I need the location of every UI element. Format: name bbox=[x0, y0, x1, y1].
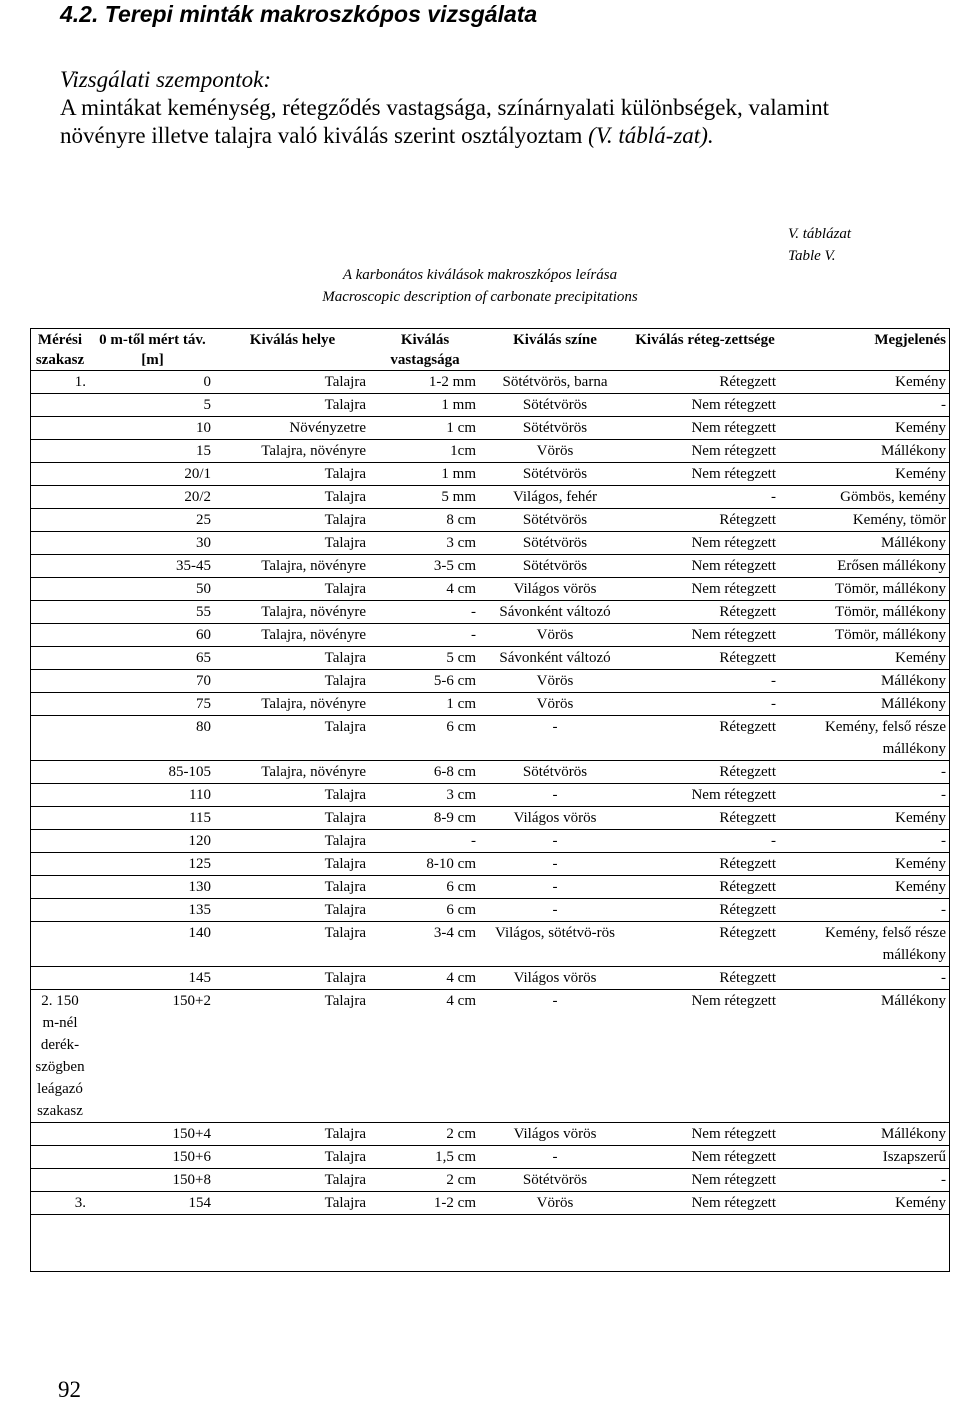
table-cell: 150+8 bbox=[172, 1172, 211, 1188]
table-cell: 30 bbox=[196, 535, 211, 551]
table-ref bbox=[788, 223, 851, 267]
table-cell: 3-4 cm bbox=[433, 925, 476, 941]
table-cell: Nem rétegzett bbox=[691, 1149, 776, 1165]
table-cell: 150+4 bbox=[172, 1126, 211, 1142]
table-cell: Talajra bbox=[324, 833, 366, 849]
table-cell: 1 mm bbox=[441, 397, 476, 413]
table-cell: - bbox=[941, 833, 946, 849]
table-cell: - bbox=[771, 489, 776, 505]
table-row bbox=[30, 716, 950, 761]
table-cell: 70 bbox=[196, 673, 211, 689]
table-cell: 1,5 cm bbox=[435, 1149, 476, 1165]
table-cell: Mállékony bbox=[881, 993, 946, 1009]
table-cell bbox=[30, 578, 90, 601]
table-cell: - bbox=[552, 856, 558, 872]
table-cell: Kemény bbox=[895, 856, 946, 872]
table-row bbox=[30, 967, 950, 990]
table-row bbox=[30, 876, 950, 899]
table-cell bbox=[30, 670, 90, 693]
table-header-row bbox=[30, 328, 950, 371]
table-cell: 2 cm bbox=[446, 1126, 476, 1142]
table-cell: 4 cm bbox=[446, 993, 476, 1009]
table-row bbox=[30, 394, 950, 417]
table-cell: Talajra bbox=[324, 374, 366, 390]
table-cell: 1-2 cm bbox=[433, 1195, 476, 1211]
intro-body: A mintákat keménység, rétegződés vastagsága, színárnyalati különbségek, valamint növényre illetve talajra való kiválás szerint osztályoztam bbox=[60, 95, 829, 148]
table-cell bbox=[30, 922, 90, 967]
table-cell: - bbox=[552, 879, 558, 895]
table-row bbox=[30, 509, 950, 532]
table-cell: - bbox=[771, 673, 776, 689]
table-cell: Talajra bbox=[324, 902, 366, 918]
table-cell: Talajra bbox=[324, 650, 366, 666]
caption-en: Macroscopic description of carbonate precipitations bbox=[322, 289, 638, 305]
table-cell: Talajra bbox=[324, 489, 366, 505]
table-cell: - bbox=[471, 627, 476, 643]
table-cell: 8-10 cm bbox=[426, 856, 476, 872]
table-cell: Mállékony bbox=[881, 696, 946, 712]
table-cell: 15 bbox=[196, 443, 211, 459]
table-cell: Rétegzett bbox=[719, 810, 776, 826]
table-cell: Vörös bbox=[536, 696, 574, 712]
table-cell bbox=[30, 853, 90, 876]
table-cell: 50 bbox=[196, 581, 211, 597]
table-cell: - bbox=[552, 993, 558, 1009]
table-cell: Gömbös, kemény bbox=[840, 489, 946, 505]
table-cell: Kemény bbox=[895, 420, 946, 436]
table-cell: Rétegzett bbox=[719, 512, 776, 528]
table-cell bbox=[30, 899, 90, 922]
table-cell: Tömör, mállékony bbox=[834, 604, 946, 620]
table-cell: Mállékony bbox=[881, 673, 946, 689]
table-cell: - bbox=[771, 696, 776, 712]
table-cell: Talajra, növényre bbox=[261, 558, 366, 574]
table-cell bbox=[30, 601, 90, 624]
table-cell: 85-105 bbox=[168, 764, 211, 780]
table-cell: Kemény bbox=[895, 810, 946, 826]
table-cell: Vörös bbox=[536, 673, 574, 689]
table-cell: Nem rétegzett bbox=[691, 1195, 776, 1211]
table-body bbox=[30, 371, 950, 1215]
table-cell: - bbox=[552, 1149, 558, 1165]
table-cell: 3 cm bbox=[446, 535, 476, 551]
table-cell: Talajra bbox=[324, 856, 366, 872]
table-row bbox=[30, 463, 950, 486]
table-cell: Talajra bbox=[324, 397, 366, 413]
table-cell: Nem rétegzett bbox=[691, 420, 776, 436]
table-cell bbox=[30, 486, 90, 509]
table-row bbox=[30, 601, 950, 624]
table-row bbox=[30, 440, 950, 463]
table-cell: 6 cm bbox=[446, 719, 476, 735]
table-cell: 120 bbox=[188, 833, 211, 849]
table-cell: Kemény bbox=[895, 466, 946, 482]
table-cell: Nem rétegzett bbox=[691, 558, 776, 574]
table-cell: - bbox=[552, 787, 558, 803]
section-heading: 4.2. Terepi minták makroszkópos vizsgálata bbox=[60, 1, 538, 27]
table-cell: Talajra bbox=[324, 787, 366, 803]
table-cell bbox=[30, 807, 90, 830]
table-cell: Kemény bbox=[895, 1195, 946, 1211]
table-cell: Talajra, növényre bbox=[261, 604, 366, 620]
table-cell: 5 cm bbox=[446, 650, 476, 666]
table-cell: Rétegzett bbox=[719, 719, 776, 735]
table-cell: Rétegzett bbox=[719, 856, 776, 872]
header-cell: Kiválás helye bbox=[215, 328, 370, 371]
table-cell: Talajra bbox=[324, 993, 366, 1009]
table-row bbox=[30, 761, 950, 784]
table-row bbox=[30, 784, 950, 807]
table-row bbox=[30, 578, 950, 601]
table-row bbox=[30, 1146, 950, 1169]
table-ref-hu: V. táblázat bbox=[788, 226, 852, 242]
table-cell: - bbox=[771, 833, 776, 849]
table-row bbox=[30, 1192, 950, 1215]
table-row bbox=[30, 647, 950, 670]
table-cell: Mállékony bbox=[881, 443, 946, 459]
table-row bbox=[30, 670, 950, 693]
table-cell: 2. 150 m-nél derék-szögben leágazó szakasz bbox=[35, 993, 85, 1119]
table-cell: Talajra bbox=[324, 810, 366, 826]
table-cell: - bbox=[552, 833, 558, 849]
intro-text bbox=[60, 94, 910, 150]
table-cell: Nem rétegzett bbox=[691, 397, 776, 413]
table-row bbox=[30, 624, 950, 647]
table-cell bbox=[30, 967, 90, 990]
table-cell: 8-9 cm bbox=[433, 810, 476, 826]
intro-table-ref: (V. táblá-zat). bbox=[588, 123, 714, 148]
table-cell bbox=[30, 532, 90, 555]
table-cell: 5-6 cm bbox=[433, 673, 476, 689]
table-cell: Nem rétegzett bbox=[691, 1172, 776, 1188]
table-cell: Talajra, növényre bbox=[261, 764, 366, 780]
header-cell: Kiválás vastagsága bbox=[370, 328, 480, 371]
table-row bbox=[30, 1169, 950, 1192]
table-cell: Világos, sötétvö-rös bbox=[495, 925, 615, 941]
table-cell: Talajra bbox=[324, 535, 366, 551]
table-cell: Talajra bbox=[324, 719, 366, 735]
table-cell: Világos vörös bbox=[513, 970, 597, 986]
table-row bbox=[30, 371, 950, 394]
table-cell: Talajra bbox=[324, 581, 366, 597]
table-cell: - bbox=[941, 787, 946, 803]
table-cell: 5 mm bbox=[441, 489, 476, 505]
table-cell: Rétegzett bbox=[719, 650, 776, 666]
table-cell: Talajra bbox=[324, 1172, 366, 1188]
table-cell: Talajra bbox=[324, 673, 366, 689]
header-cell: Megjelenés bbox=[780, 328, 950, 371]
table-cell: Talajra bbox=[324, 512, 366, 528]
table-cell: 135 bbox=[188, 902, 211, 918]
table-cell: 115 bbox=[189, 810, 211, 826]
table-cell: 1 cm bbox=[446, 420, 476, 436]
table-cell: Talajra, növényre bbox=[261, 627, 366, 643]
table-cell: 65 bbox=[196, 650, 211, 666]
caption-hu: A karbonátos kiválások makroszkópos leírása bbox=[342, 267, 618, 283]
table-cell: 8 cm bbox=[446, 512, 476, 528]
header-cell: Kiválás réteg-zettsége bbox=[630, 328, 780, 371]
table-cell: Világos vörös bbox=[513, 581, 597, 597]
table-cell: 10 bbox=[196, 420, 211, 436]
table-cell: 4 cm bbox=[446, 970, 476, 986]
table-cell: 25 bbox=[196, 512, 211, 528]
table-cell: Mállékony bbox=[881, 535, 946, 551]
table-cell: Rétegzett bbox=[719, 764, 776, 780]
table-cell: 60 bbox=[196, 627, 211, 643]
table-cell: 5 bbox=[203, 397, 211, 413]
header-cell: Mérési szakasz bbox=[30, 328, 90, 371]
table-cell: Talajra bbox=[324, 1126, 366, 1142]
table-cell: Nem rétegzett bbox=[691, 535, 776, 551]
table-cell: Talajra bbox=[324, 925, 366, 941]
table-cell: 3 cm bbox=[446, 787, 476, 803]
table-row bbox=[30, 853, 950, 876]
table-cell: Növényzetre bbox=[289, 420, 366, 436]
table-cell: Vörös bbox=[536, 443, 574, 459]
table-cell bbox=[30, 830, 90, 853]
table-cell: Rétegzett bbox=[719, 879, 776, 895]
table-cell: Sötétvörös bbox=[522, 420, 588, 436]
table-row bbox=[30, 693, 950, 716]
table-cell: - bbox=[471, 833, 476, 849]
table-cell: Rétegzett bbox=[719, 925, 776, 941]
table-cell: Talajra bbox=[324, 970, 366, 986]
table-cell: Kemény, felső része mállékony bbox=[824, 719, 946, 757]
table-cell: - bbox=[941, 1172, 946, 1188]
table-row bbox=[30, 807, 950, 830]
table-cell: Talajra bbox=[324, 1195, 366, 1211]
table-cell: Sötétvörös bbox=[522, 512, 588, 528]
table-cell: 2 cm bbox=[446, 1172, 476, 1188]
table-cell: Nem rétegzett bbox=[691, 581, 776, 597]
data-table bbox=[30, 328, 950, 1215]
table-cell: - bbox=[941, 970, 946, 986]
table-row bbox=[30, 1123, 950, 1146]
table-cell: - bbox=[941, 764, 946, 780]
table-cell: Világos vörös bbox=[513, 810, 597, 826]
table-cell: Sötétvörös bbox=[522, 397, 588, 413]
table-cell: Rétegzett bbox=[719, 604, 776, 620]
table-cell: 1. bbox=[74, 374, 86, 390]
table-cell: 1cm bbox=[450, 443, 476, 459]
table-cell: Talajra bbox=[324, 466, 366, 482]
table-cell bbox=[30, 1146, 90, 1169]
table-cell bbox=[30, 693, 90, 716]
table-row bbox=[30, 899, 950, 922]
page-number: 92 bbox=[58, 1377, 81, 1402]
table-cell: Tömör, mállékony bbox=[834, 627, 946, 643]
table-cell: 20/1 bbox=[184, 466, 211, 482]
table-cell: - bbox=[941, 902, 946, 918]
table-cell: Rétegzett bbox=[719, 902, 776, 918]
table-cell: - bbox=[471, 604, 476, 620]
table-row bbox=[30, 555, 950, 578]
table-cell: Kemény, felső része mállékony bbox=[824, 925, 946, 963]
table-cell: Tömör, mállékony bbox=[834, 581, 946, 597]
table-cell: Nem rétegzett bbox=[691, 627, 776, 643]
table-cell: Sötétvörös bbox=[522, 764, 588, 780]
table-cell: Talajra bbox=[324, 1149, 366, 1165]
table-cell: - bbox=[941, 397, 946, 413]
table-cell: Rétegzett bbox=[719, 374, 776, 390]
table-cell: Sötétvörös bbox=[522, 1172, 588, 1188]
table-cell: 4 cm bbox=[446, 581, 476, 597]
table-cell: Sávonként változó bbox=[499, 650, 611, 666]
table-cell bbox=[30, 417, 90, 440]
table-cell: Talajra bbox=[324, 879, 366, 895]
table-cell: 3-5 cm bbox=[433, 558, 476, 574]
table-cell: 140 bbox=[188, 925, 211, 941]
table-cell: 6 cm bbox=[446, 879, 476, 895]
table-cell: 150+6 bbox=[172, 1149, 211, 1165]
table-cell bbox=[30, 555, 90, 578]
table-cell: Talajra, növényre bbox=[261, 696, 366, 712]
table-cell bbox=[30, 440, 90, 463]
table-cell: Vörös bbox=[536, 1195, 574, 1211]
table-cell: Talajra, növényre bbox=[261, 443, 366, 459]
table-cell bbox=[30, 784, 90, 807]
table-row bbox=[30, 532, 950, 555]
table-cell: 125 bbox=[188, 856, 211, 872]
table-cell: Nem rétegzett bbox=[691, 1126, 776, 1142]
table-cell: Kemény bbox=[895, 650, 946, 666]
table-cell: 20/2 bbox=[184, 489, 211, 505]
table-cell: Sötétvörös, barna bbox=[502, 374, 608, 390]
table-cell: 75 bbox=[196, 696, 211, 712]
table-cell: Kemény bbox=[895, 374, 946, 390]
table-cell: Nem rétegzett bbox=[691, 787, 776, 803]
table-cell bbox=[30, 509, 90, 532]
table-cell bbox=[30, 876, 90, 899]
table-cell: - bbox=[552, 902, 558, 918]
table-cell: Erősen mállékony bbox=[837, 558, 946, 574]
table-cell: Vörös bbox=[536, 627, 574, 643]
table-cell: 1-2 mm bbox=[428, 374, 476, 390]
table-cell: 154 bbox=[188, 1195, 211, 1211]
table-cell: Sötétvörös bbox=[522, 466, 588, 482]
table-caption bbox=[250, 264, 710, 308]
table-cell: 6-8 cm bbox=[433, 764, 476, 780]
table-cell: Világos vörös bbox=[513, 1126, 597, 1142]
table-cell: 35-45 bbox=[176, 558, 211, 574]
table-cell: Sötétvörös bbox=[522, 558, 588, 574]
table-row bbox=[30, 486, 950, 509]
table-row bbox=[30, 922, 950, 967]
intro-paragraph bbox=[60, 66, 910, 150]
table-cell bbox=[30, 761, 90, 784]
table-cell bbox=[30, 1123, 90, 1146]
table-cell: - bbox=[552, 719, 558, 735]
header-cell: Kiválás színe bbox=[480, 328, 630, 371]
table-cell bbox=[30, 624, 90, 647]
table-cell: Sávonként változó bbox=[499, 604, 611, 620]
table-cell bbox=[30, 394, 90, 417]
table-cell: 150+2 bbox=[172, 993, 211, 1009]
table-cell: 1 cm bbox=[446, 696, 476, 712]
table-cell: 1 mm bbox=[441, 466, 476, 482]
table-cell: 55 bbox=[196, 604, 211, 620]
table-cell: Rétegzett bbox=[719, 970, 776, 986]
table-cell: 130 bbox=[188, 879, 211, 895]
table-cell bbox=[30, 647, 90, 670]
table-row bbox=[30, 990, 950, 1123]
table-cell: 80 bbox=[196, 719, 211, 735]
table-cell: Iszapszerű bbox=[882, 1149, 946, 1165]
intro-label: Vizsgálati szempontok: bbox=[60, 67, 272, 92]
table-ref-en: Table V. bbox=[788, 248, 836, 264]
table-cell: 110 bbox=[189, 787, 211, 803]
table-cell: Mállékony bbox=[881, 1126, 946, 1142]
table-cell: 145 bbox=[188, 970, 211, 986]
table-cell bbox=[30, 1169, 90, 1192]
table-cell: 0 bbox=[203, 374, 211, 390]
table-cell: Sötétvörös bbox=[522, 535, 588, 551]
table-cell: Nem rétegzett bbox=[691, 443, 776, 459]
table-cell: 3. bbox=[74, 1195, 86, 1211]
header-cell: 0 m-től mért táv. [m] bbox=[90, 328, 215, 371]
table-cell: Nem rétegzett bbox=[691, 993, 776, 1009]
table-cell: Kemény bbox=[895, 879, 946, 895]
table-cell: Világos, fehér bbox=[512, 489, 598, 505]
table-cell: 6 cm bbox=[446, 902, 476, 918]
table-row bbox=[30, 830, 950, 853]
table-cell bbox=[30, 463, 90, 486]
table-cell: Nem rétegzett bbox=[691, 466, 776, 482]
table-row bbox=[30, 417, 950, 440]
table-cell: Kemény, tömör bbox=[852, 512, 946, 528]
table-cell bbox=[30, 716, 90, 761]
